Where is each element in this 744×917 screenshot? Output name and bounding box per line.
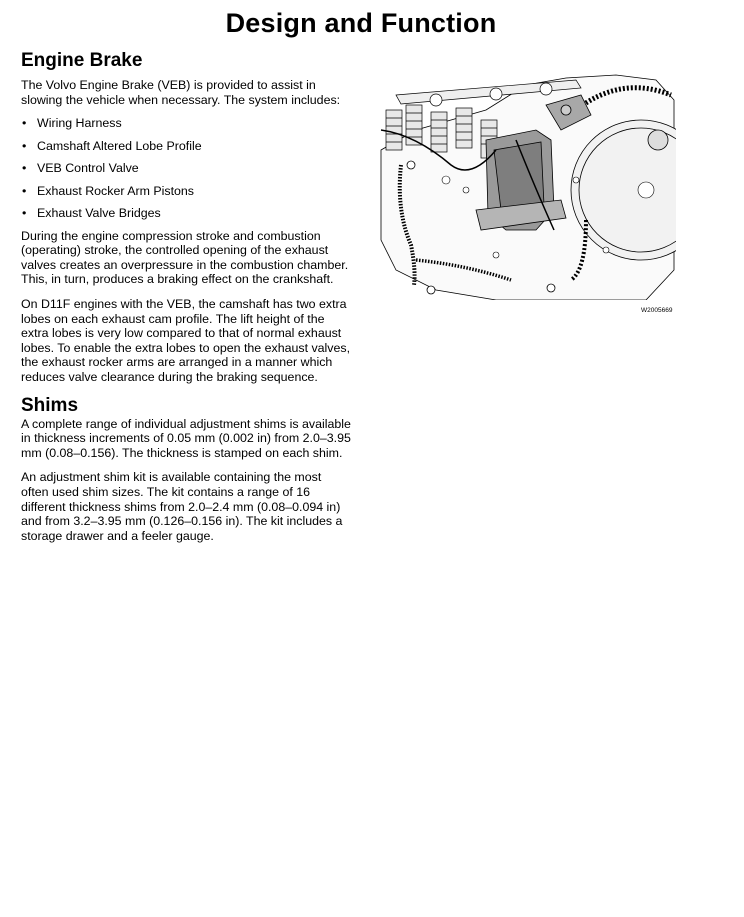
bullet-icon: • <box>22 138 27 153</box>
shims-paragraph-2: An adjustment shim kit is available containing the most often used shim sizes. The kit contains a range of 16 different thickness shims from 2.0–2.4 mm (0.08–0.094 in) and from 3.2–3.95 mm (0.126–0.156 in). The kit includes a storage drawer and a feeler gauge. <box>21 470 343 543</box>
list-item: • Wiring Harness <box>22 116 122 131</box>
engine-brake-illustration <box>376 70 676 300</box>
list-item: • Camshaft Altered Lobe Profile <box>22 138 202 153</box>
shims-heading: Shims <box>21 394 79 416</box>
page-title: Design and Function <box>225 8 497 38</box>
bullet-icon: • <box>22 116 27 131</box>
bullet-icon: • <box>22 183 27 198</box>
list-item: • Exhaust Rocker Arm Pistons <box>22 183 195 198</box>
compression-stroke-paragraph: During the engine compression stroke and combustion (operating) stroke, the controlled opening of the exhaust valves creates an overpressure in the combustion chamber. This, in turn, produces a braking effect on the crankshaft. <box>21 228 349 287</box>
shims-paragraph-1: A complete range of individual adjustment shims is available in thickness increments of 0.05 mm (0.002 in) from 2.0–3.95 mm (0.08–0.156). The thickness is stamped on each shim. <box>21 416 351 460</box>
bullet-icon: • <box>22 161 27 176</box>
bullet-icon: • <box>22 206 27 221</box>
camshaft-lobes-paragraph: On D11F engines with the VEB, the camshaft has two extra lobes on each exhaust cam profile. The lift height of the extra lobes is very low compared to that of normal exhaust lobes. To enable the extra lobes to open the exhaust valves, the exhaust rocker arms are arranged in a manner which reduces valve clearance during the braking sequence. <box>21 296 351 384</box>
engine-brake-heading: Engine Brake <box>21 50 143 71</box>
figure-label: W2005669 <box>641 307 673 314</box>
list-item: • VEB Control Valve <box>22 161 139 176</box>
text-column <box>21 50 351 543</box>
engine-brake-intro: The Volvo Engine Brake (VEB) is provided to assist in slowing the vehicle when necessary. The system includes: <box>21 78 341 107</box>
list-item: • Exhaust Valve Bridges <box>22 206 161 221</box>
system-components-list <box>21 116 351 221</box>
